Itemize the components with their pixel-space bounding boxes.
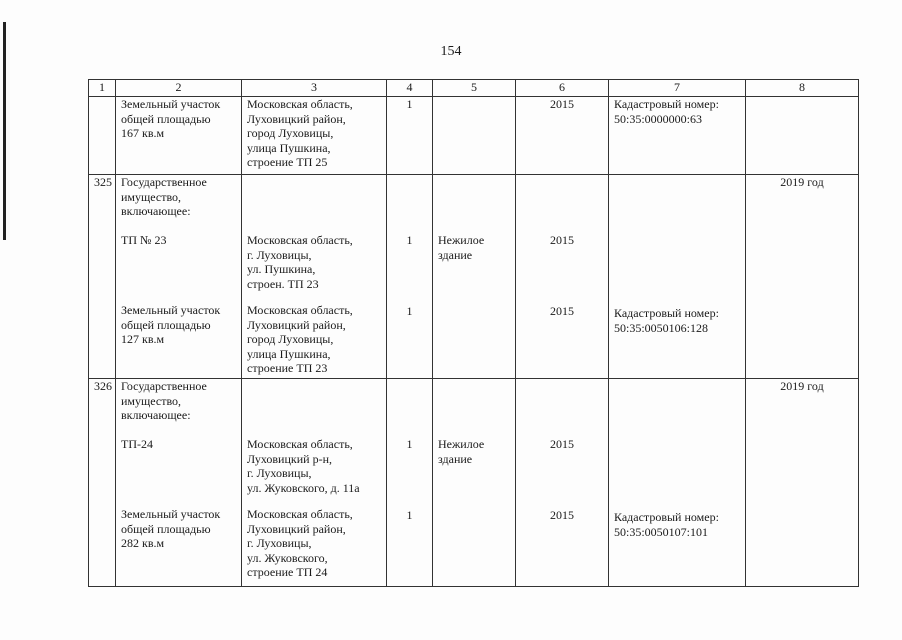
property-table <box>88 79 859 587</box>
row-title: Государственное имущество, включающее: <box>121 175 207 218</box>
header-row <box>89 80 859 97</box>
item-quantity: 1 <box>406 97 413 111</box>
row-date: 2019 год <box>780 175 824 189</box>
item-name: ТП № 23 <box>121 232 167 247</box>
item-note: Кадастровый номер: 50:35:0000000:63 <box>614 97 719 126</box>
item-address: Московская область, г. Луховицы, ул. Пушкина, строен. ТП 23 <box>247 233 353 291</box>
table-row <box>89 379 859 587</box>
item-quantity: 1 <box>406 507 413 522</box>
item-quantity: 1 <box>406 437 413 451</box>
col-header: 3 <box>242 80 387 97</box>
table-row <box>89 175 859 379</box>
item-address: Московская область, Луховицкий район, город Луховицы, улица Пушкина, строение ТП 25 <box>247 97 353 169</box>
col-header: 5 <box>433 80 516 97</box>
row-date: 2019 год <box>780 379 824 393</box>
table-row <box>89 97 859 175</box>
item-address: Московская область, Луховицкий район, г. Луховицы, ул. Жуковского, строение ТП 24 <box>247 507 353 579</box>
row-title: Государственное имущество, включающее: <box>121 379 207 422</box>
col-header: 2 <box>116 80 242 97</box>
item-note: Кадастровый номер: 50:35:0050106:128 <box>614 306 719 335</box>
item-year: 2015 <box>550 303 574 318</box>
item-quantity: 1 <box>406 303 413 318</box>
item-name: Земельный участок общей площадью 127 кв.м <box>121 303 221 346</box>
row-number: 325 <box>89 175 116 379</box>
col-header: 1 <box>89 80 116 97</box>
col-header: 8 <box>746 80 859 97</box>
item-year: 2015 <box>550 437 574 451</box>
item-type: Нежилое здание <box>438 233 485 262</box>
row-number: 326 <box>89 379 116 587</box>
item-type: Нежилое здание <box>438 437 485 466</box>
col-header: 7 <box>609 80 746 97</box>
item-name: ТП-24 <box>121 436 153 451</box>
item-year: 2015 <box>550 507 574 522</box>
item-note: Кадастровый номер: 50:35:0050107:101 <box>614 510 719 539</box>
page-number: 154 <box>440 44 462 59</box>
item-year: 2015 <box>550 97 574 111</box>
item-name: Земельный участок общей площадью 167 кв.м <box>121 97 221 140</box>
row-number <box>89 97 116 175</box>
item-quantity: 1 <box>406 233 413 247</box>
item-year: 2015 <box>550 233 574 247</box>
item-address: Московская область, Луховицкий район, город Луховицы, улица Пушкина, строение ТП 23 <box>247 303 353 375</box>
col-header: 6 <box>516 80 609 97</box>
item-address: Московская область, Луховицкий р-н, г. Луховицы, ул. Жуковского, д. 11а <box>247 437 360 495</box>
item-name: Земельный участок общей площадью 282 кв.м <box>121 507 221 550</box>
col-header: 4 <box>387 80 433 97</box>
